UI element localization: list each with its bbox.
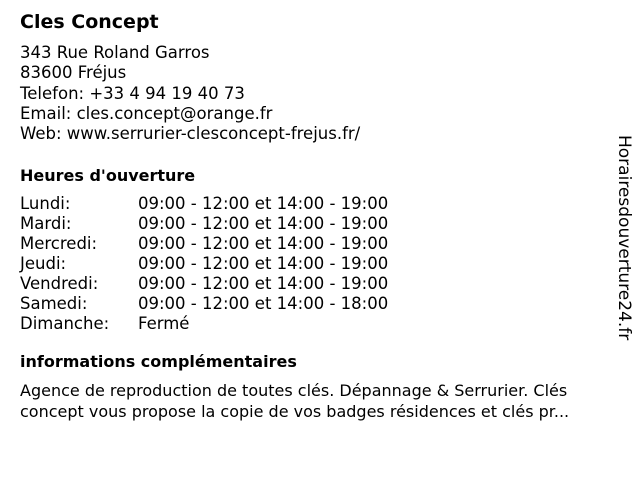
hours-time: 09:00 - 12:00 et 14:00 - 19:00 <box>138 274 389 294</box>
watermark-text: Horairesdouverture24.fr <box>614 135 634 341</box>
address-city: 83600 Fréjus <box>20 63 127 83</box>
hours-heading: Heures d'ouverture <box>20 166 196 186</box>
hours-day: Mardi: <box>20 214 72 234</box>
hours-day: Dimanche: <box>20 314 110 334</box>
business-name: Cles Concept <box>20 11 159 33</box>
hours-time: Fermé <box>138 314 190 334</box>
phone-line: Telefon: +33 4 94 19 40 73 <box>20 83 245 103</box>
hours-row <box>20 194 388 214</box>
hours-time: 09:00 - 12:00 et 14:00 - 19:00 <box>138 214 389 234</box>
hours-day: Samedi: <box>20 294 88 314</box>
hours-day: Lundi: <box>20 194 71 214</box>
contact-block <box>20 43 610 144</box>
hours-day: Vendredi: <box>20 274 99 294</box>
info-heading: informations complémentaires <box>20 352 297 372</box>
hours-row <box>20 274 388 294</box>
hours-time: 09:00 - 12:00 et 14:00 - 19:00 <box>138 194 389 214</box>
hours-day: Jeudi: <box>20 254 67 274</box>
hours-row <box>20 234 388 254</box>
business-card <box>20 9 610 422</box>
hours-table <box>20 194 388 334</box>
info-text: Agence de reproduction de toutes clés. Dépannage & Serrurier. Clés concept vous propose la copie de vos badges résidences et clés pr... <box>20 381 570 421</box>
hours-time: 09:00 - 12:00 et 14:00 - 19:00 <box>138 234 389 254</box>
hours-time: 09:00 - 12:00 et 14:00 - 19:00 <box>138 254 389 274</box>
email-line: Email: cles.concept@orange.fr <box>20 103 273 123</box>
hours-row <box>20 214 388 234</box>
hours-time: 09:00 - 12:00 et 14:00 - 18:00 <box>138 294 389 314</box>
hours-row <box>20 314 388 334</box>
hours-row <box>20 294 388 314</box>
hours-day: Mercredi: <box>20 234 98 254</box>
address-street: 343 Rue Roland Garros <box>20 43 210 62</box>
hours-row <box>20 254 388 274</box>
web-line: Web: www.serrurier-clesconcept-frejus.fr/ <box>20 124 361 144</box>
